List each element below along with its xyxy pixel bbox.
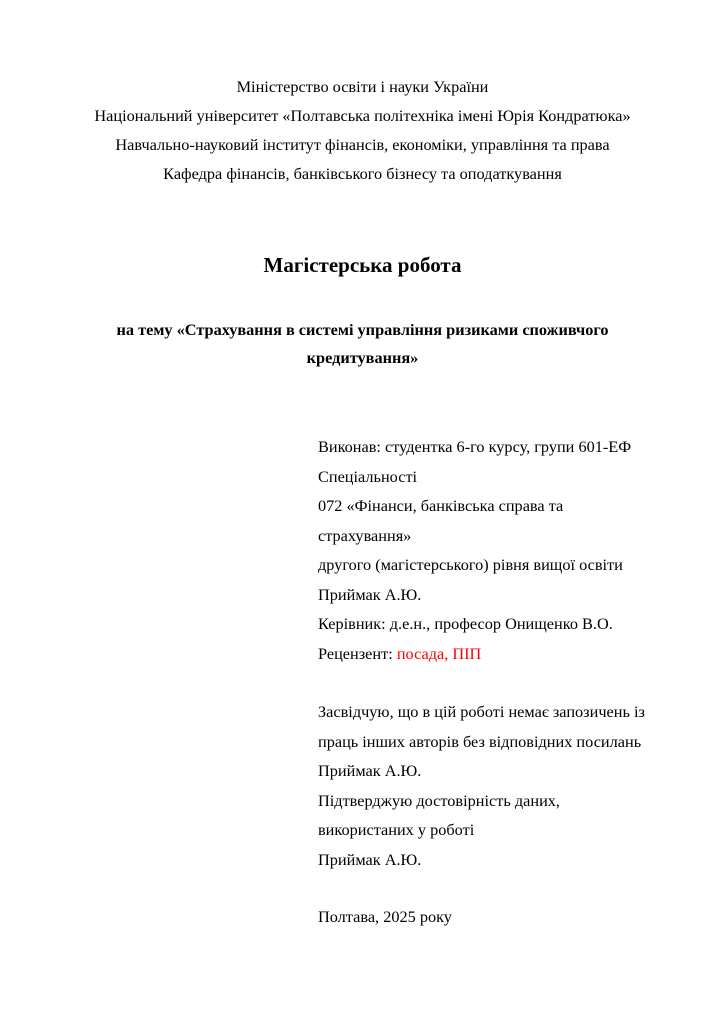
thesis-topic [0,316,725,372]
declaration-line: Підтверджую достовірність даних, [318,790,561,810]
institute: Навчально-науковий інститут фінансів, економіки, управління та права [115,135,610,154]
author-line: другого (магістерського) рівня вищої освіти [318,555,623,574]
topic-line: на тему «Страхування в системі управління ризиками споживчого [116,320,609,339]
declaration-block [318,697,645,874]
author-block [318,432,631,668]
page-title: Магістерська робота [263,253,462,277]
declaration-line: використаних у роботі [318,820,475,839]
reviewer-label: Рецензент: [318,643,397,663]
author-line: Спеціальності [318,466,418,486]
declaration-line: праць інших авторів без відповідних посилань [318,731,642,751]
reviewer-placeholder: посада, ПІП [396,643,482,663]
declaration-line: Приймак А.Ю. [318,761,422,780]
author-line: страхування» [318,525,412,545]
supervisor-line: Керівник: д.е.н., професор Онищенко В.О. [318,614,613,633]
place-year: Полтава, 2025 року [318,907,452,926]
author-line: Виконав: студентка 6-го курсу, групи 601-ЕФ [318,437,632,456]
university: Національний університет «Полтавська політехніка імені Юрія Кондратюка» [94,106,631,125]
author-line: Приймак А.Ю. [318,584,422,604]
ministry: Міністерство освіти і науки України [236,77,489,96]
author-line: 072 «Фінанси, банківська справа та [318,496,564,515]
reviewer-line [318,639,631,669]
topic-line: кредитування» [306,348,419,367]
declaration-line: Приймак А.Ю. [318,849,422,869]
declaration-line: Засвідчую, що в цій роботі немає запозичень із [318,702,645,721]
institution-header [0,72,725,188]
department: Кафедра фінансів, банківського бізнесу та оподаткування [163,164,562,183]
